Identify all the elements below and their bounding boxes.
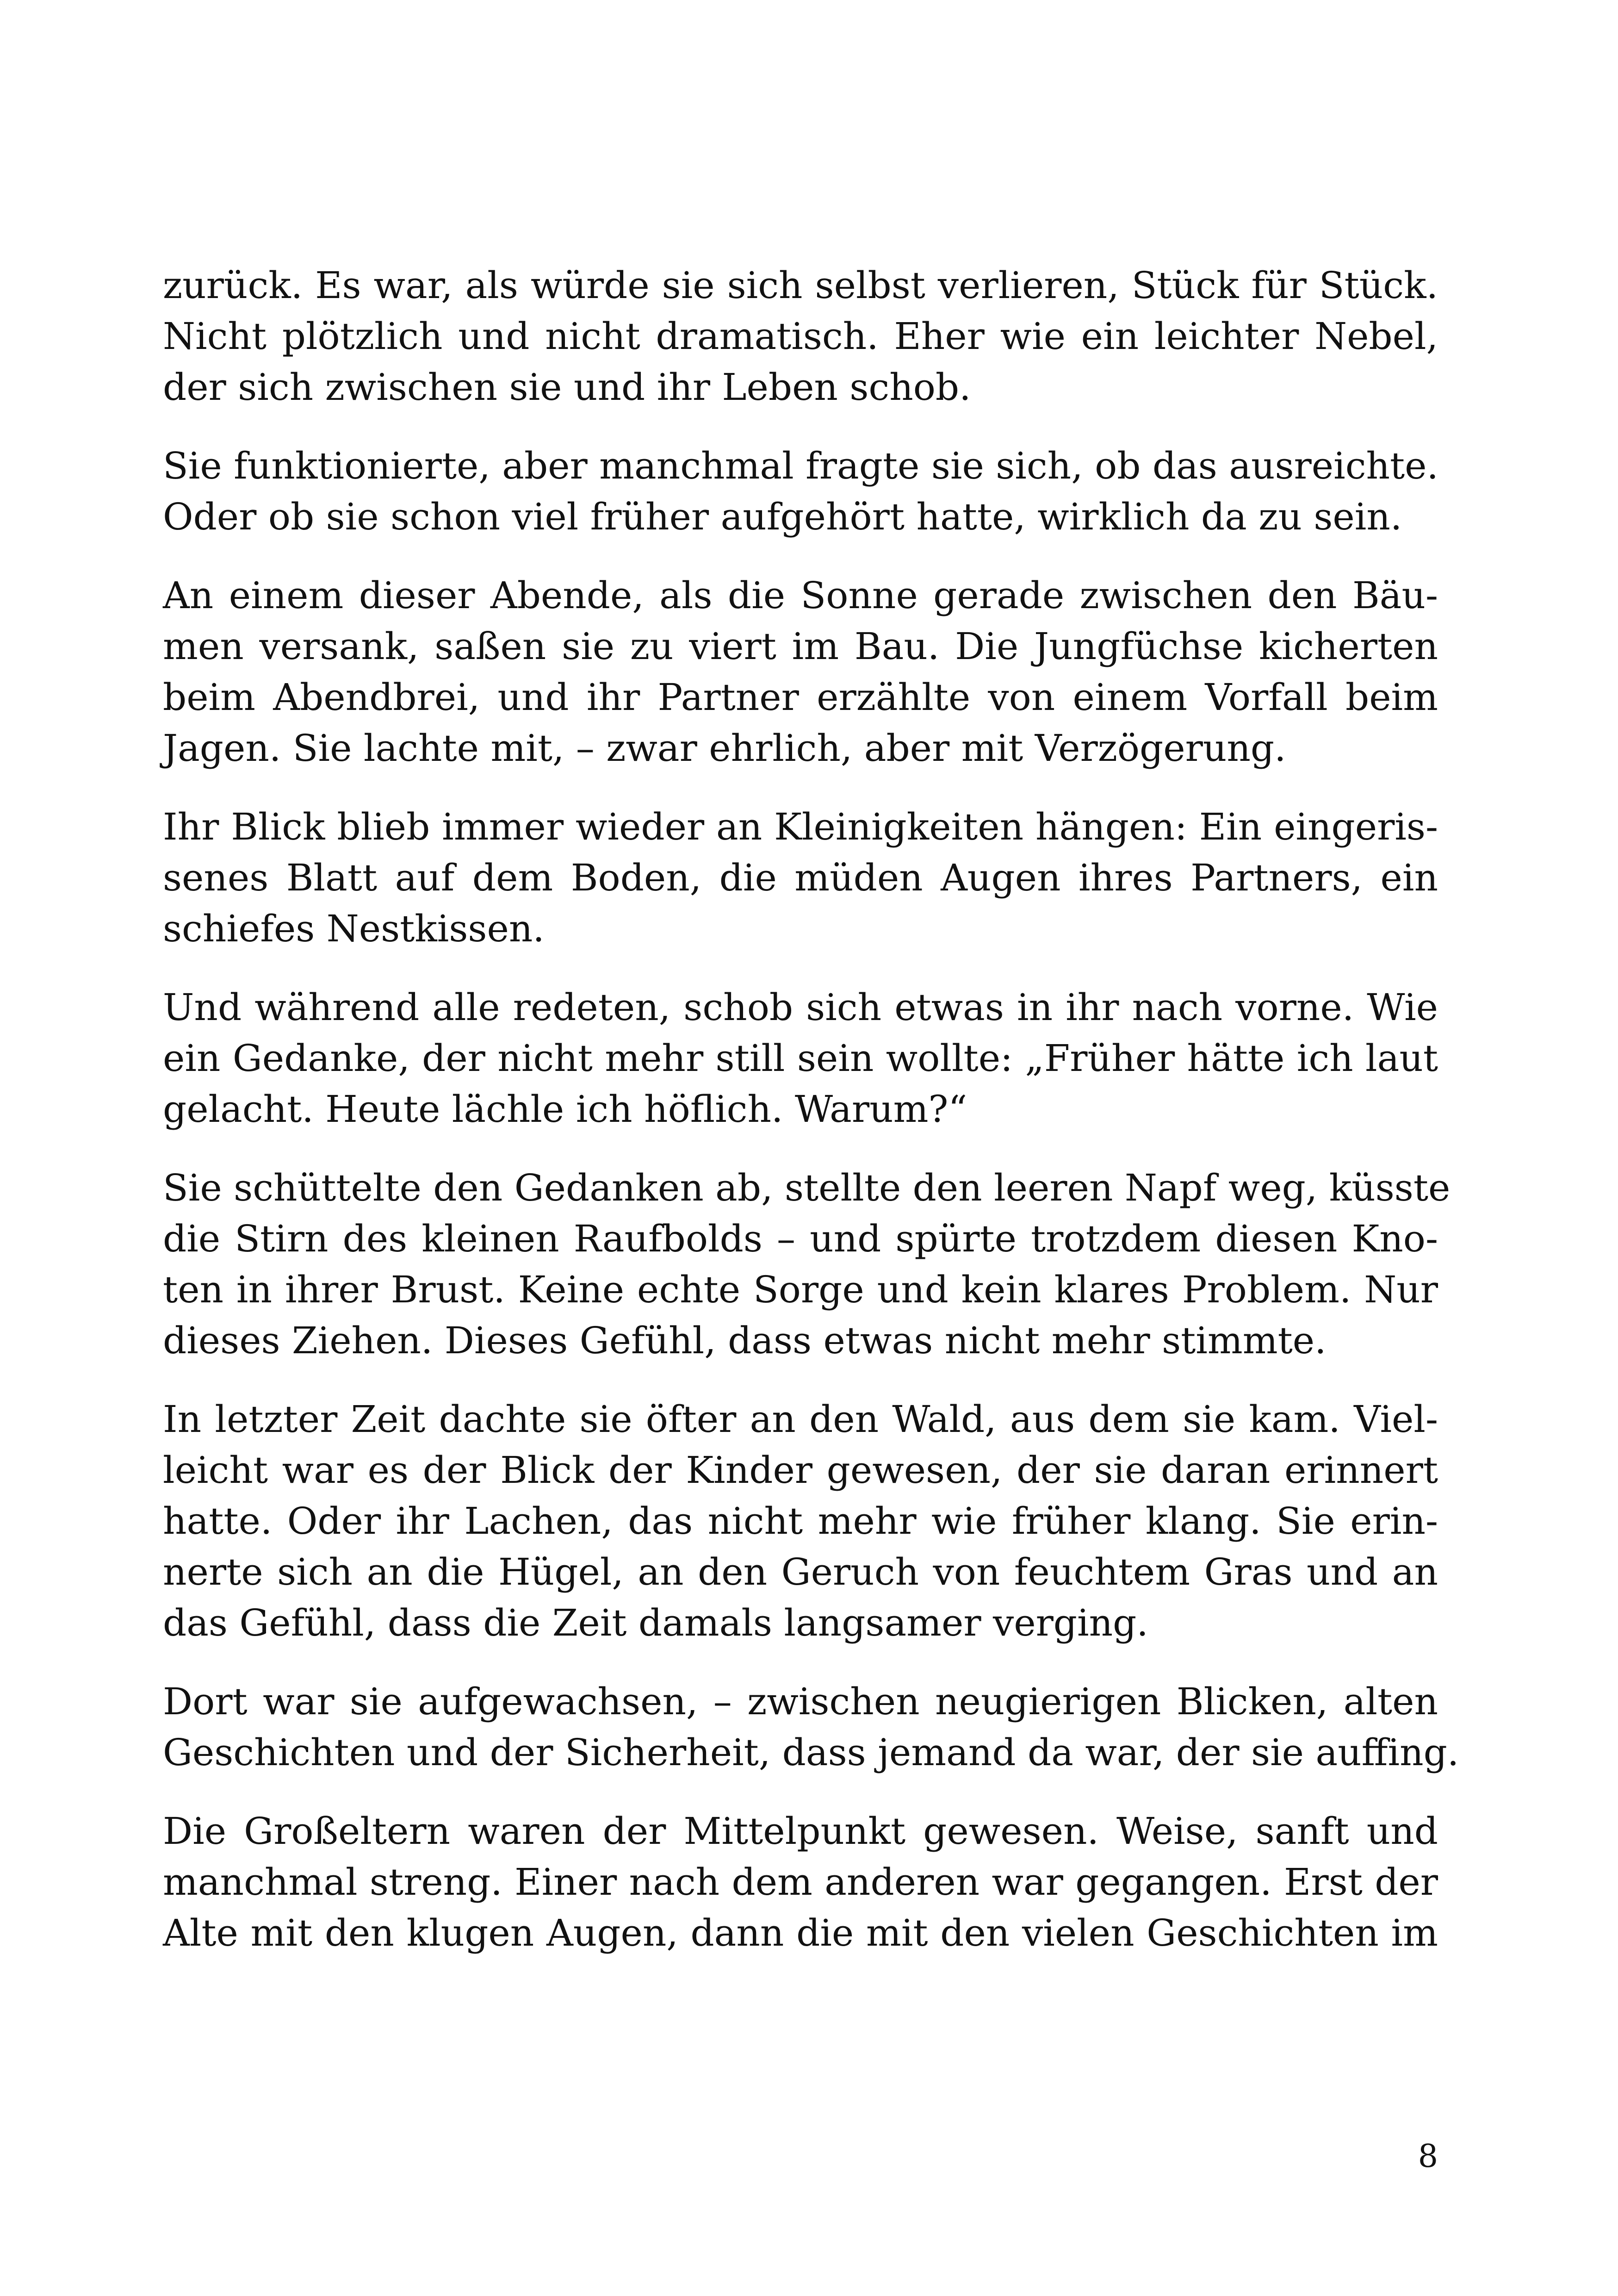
page-number: 8 <box>1418 2138 1438 2175</box>
paragraph <box>163 802 1438 954</box>
text-line: Nicht plötzlich und nicht dramatisch. Eher wie ein leichter Nebel, <box>163 315 1438 358</box>
text-line: Geschichten und der Sicherheit, dass jemand da war, der sie auffing. <box>163 1731 1459 1774</box>
paragraph <box>163 1806 1438 1959</box>
paragraph <box>163 1394 1438 1649</box>
text-line: schiefes Nestkissen. <box>163 907 545 950</box>
text-line: Alte mit den klugen Augen, dann die mit den vielen Geschichten im <box>163 1911 1438 1954</box>
text-line: die Stirn des kleinen Raufbolds – und spürte trotzdem diesen Kno- <box>163 1217 1438 1260</box>
text-line: Dort war sie aufgewachsen, – zwischen neugierigen Blicken, alten <box>163 1680 1438 1723</box>
paragraph <box>163 570 1438 774</box>
paragraph <box>163 982 1438 1135</box>
text-line: leicht war es der Blick der Kinder gewesen, der sie daran erinnert <box>163 1449 1438 1492</box>
text-line: An einem dieser Abende, als die Sonne gerade zwischen den Bäu- <box>163 574 1438 617</box>
text-line: Sie schüttelte den Gedanken ab, stellte den leeren Napf weg, küsste <box>163 1166 1451 1209</box>
text-line: Sie funktionierte, aber manchmal fragte sie sich, ob das ausreichte. <box>163 444 1438 487</box>
text-line: senes Blatt auf dem Boden, die müden Augen ihres Partners, ein <box>163 856 1438 899</box>
text-line: ten in ihrer Brust. Keine echte Sorge und kein klares Problem. Nur <box>163 1268 1438 1311</box>
text-line: nerte sich an die Hügel, an den Geruch von feuchtem Gras und an <box>163 1550 1438 1593</box>
text-line: manchmal streng. Einer nach dem anderen war gegangen. Erst der <box>163 1860 1438 1904</box>
text-line: hatte. Oder ihr Lachen, das nicht mehr wie früher klang. Sie erin- <box>163 1500 1438 1543</box>
paragraph <box>163 1676 1459 1778</box>
text-line: zurück. Es war, als würde sie sich selbst verlieren, Stück für Stück. <box>163 264 1438 307</box>
text-line: das Gefühl, dass die Zeit damals langsamer verging. <box>163 1601 1148 1644</box>
text-line: der sich zwischen sie und ihr Leben schob. <box>163 366 971 409</box>
paragraph <box>163 441 1438 542</box>
text-line: dieses Ziehen. Dieses Gefühl, dass etwas nicht mehr stimmte. <box>163 1319 1327 1362</box>
paragraph <box>163 260 1438 413</box>
text-line: men versank, saßen sie zu viert im Bau. Die Jungfüchse kicherten <box>163 625 1438 668</box>
text-line: gelacht. Heute lächle ich höflich. Warum?“ <box>163 1088 967 1131</box>
text-line: ein Gedanke, der nicht mehr still sein wollte: „Früher hätte ich laut <box>163 1037 1438 1080</box>
text-line: beim Abendbrei, und ihr Partner erzählte von einem Vorfall beim <box>163 676 1438 719</box>
text-line: Ihr Blick blieb immer wieder an Kleinigkeiten hängen: Ein eingeris- <box>163 805 1438 848</box>
text-line: Oder ob sie schon viel früher aufgehört hatte, wirklich da zu sein. <box>163 495 1402 538</box>
body-text <box>163 260 1459 1986</box>
text-line: Die Großeltern waren der Mittelpunkt gewesen. Weise, sanft und <box>163 1810 1438 1853</box>
paragraph <box>163 1163 1451 1366</box>
text-line: Und während alle redeten, schob sich etwas in ihr nach vorne. Wie <box>163 986 1438 1029</box>
text-line: In letzter Zeit dachte sie öfter an den Wald, aus dem sie kam. Viel- <box>163 1398 1438 1441</box>
text-line: Jagen. Sie lachte mit, – zwar ehrlich, aber mit Verzögerung. <box>163 727 1286 770</box>
